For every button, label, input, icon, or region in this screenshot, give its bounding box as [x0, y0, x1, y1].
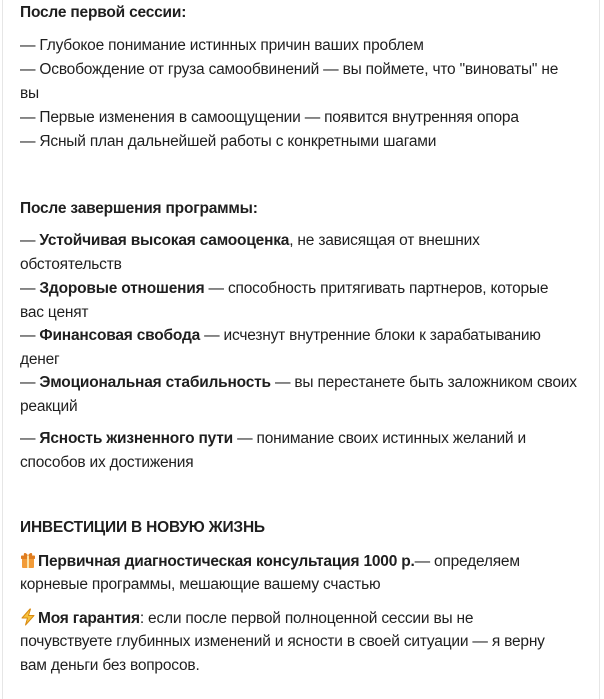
- guarantee-continuation: вам деньги без вопросов.: [20, 657, 200, 674]
- guarantee-line: Моя гарантия: если после первой полноценной сессии вы не: [20, 608, 473, 629]
- list-item: — Финансовая свобода — исчезнут внутренние блоки к зарабатыванию: [20, 327, 541, 344]
- guarantee-title: Моя гарантия: [38, 610, 140, 627]
- item-title: Эмоциональная стабильность: [39, 374, 271, 391]
- item-title: Устойчивая высокая самооценка: [39, 232, 290, 249]
- offer-title: Первичная диагностическая консультация 1000 р.: [38, 553, 415, 570]
- list-item: — Первые изменения в самоощущении — появится внутренняя опора: [20, 109, 519, 126]
- offer-continuation: корневые программы, мешающие вашему счастью: [20, 576, 381, 593]
- section-heading-after-first-session: После первой сессии:: [20, 4, 187, 21]
- list-item-continuation: способов их достижения: [20, 454, 194, 471]
- item-title: Финансовая свобода: [39, 327, 201, 344]
- list-item: — Освобождение от груза самообвинений — вы поймете, что "виноваты" не: [20, 61, 559, 78]
- list-item: — Эмоциональная стабильность — вы перестанете быть заложником своих: [20, 374, 577, 391]
- list-item: — Глубокое понимание истинных причин ваших проблем: [20, 37, 424, 54]
- gift-icon: [20, 551, 36, 569]
- list-item-continuation: обстоятельств: [20, 256, 122, 273]
- list-item-continuation: денег: [20, 351, 60, 368]
- list-item: — Ясный план дальнейшей работы с конкретными шагами: [20, 133, 437, 150]
- list-item-continuation: реакций: [20, 398, 78, 415]
- list-item-continuation: вы: [20, 85, 39, 102]
- section-heading-after-program: После завершения программы:: [20, 200, 258, 217]
- item-title: Ясность жизненного пути: [39, 430, 233, 447]
- offer-line: Первичная диагностическая консультация 1000 р.— определяем: [20, 551, 520, 572]
- list-item: — Ясность жизненного пути — понимание своих истинных желаний и: [20, 430, 526, 447]
- item-title: Здоровые отношения: [39, 280, 205, 297]
- section-heading-investments: ИНВЕСТИЦИИ В НОВУЮ ЖИЗНЬ: [20, 519, 265, 536]
- list-item-continuation: вас ценят: [20, 304, 89, 321]
- list-item: — Устойчивая высокая самооценка, не зависящая от внешних: [20, 232, 480, 249]
- lightning-icon: [20, 608, 36, 626]
- list-item: — Здоровые отношения — способность притягивать партнеров, которые: [20, 280, 549, 297]
- guarantee-continuation: почувствуете глубинных изменений и ясности в своей ситуации — я верну: [20, 633, 545, 650]
